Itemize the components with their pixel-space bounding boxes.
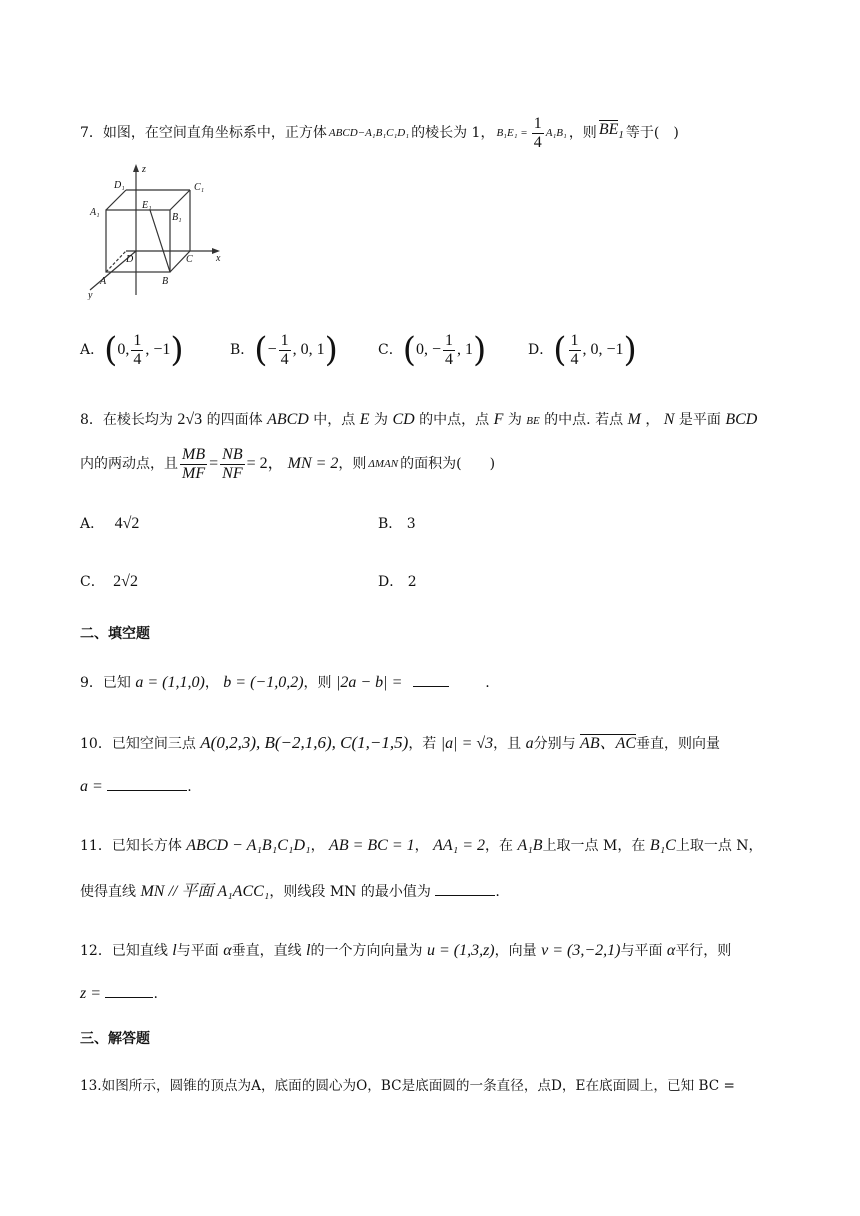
q10-points: A(0,2,3), B(−2,1,6), C(1,−1,5) (200, 733, 409, 752)
axis-x-label: x (216, 253, 221, 264)
q7-option-d-p2: , 0, −1 (582, 341, 624, 358)
q9-number: 9． (80, 675, 103, 691)
q7-option-a-p1: 0, (117, 341, 130, 358)
vertex-a1: A₁ (90, 207, 100, 218)
q8-text: ， (645, 412, 660, 428)
paren-left: ( (254, 330, 268, 370)
q8-be: BE (526, 415, 540, 427)
q7-option-b-p2: , 0, 1 (292, 341, 325, 358)
q11-mn-parallel: MN // 平面 A₁ACC₁ (140, 883, 270, 900)
q11-text: ， (414, 838, 429, 854)
vertex-d1: D₁ (114, 180, 125, 191)
q12-text: 垂直，直线 (231, 943, 302, 959)
q12-text: 与平面 (620, 943, 663, 959)
q8-text: 的中点，点 (419, 412, 490, 428)
frac-den: 4 (133, 350, 142, 368)
paren-right: ) (170, 330, 184, 370)
q8-text: 是平面 (678, 412, 721, 428)
q9-end: . (485, 675, 490, 691)
q7-vector-sub: 1 (618, 129, 624, 142)
paren-left: ( (402, 330, 416, 370)
frac-den: 4 (445, 350, 454, 368)
q7-option-a[interactable] (80, 330, 184, 370)
q12-alpha: α (223, 942, 232, 959)
q8-triangle: ΔMAN (368, 458, 399, 470)
frac-den: NF (222, 464, 243, 482)
equals-sign: = (209, 455, 219, 472)
q9-answer-blank[interactable] (413, 672, 449, 687)
frac-den: 4 (570, 350, 579, 368)
q10-text: 垂直，则向量 (636, 736, 721, 752)
q7-option-c-label: C． (378, 342, 403, 358)
q11-line-1 (80, 836, 763, 856)
q7-option-a-label: A． (80, 342, 105, 358)
q7-number: 7． (80, 125, 103, 141)
q9-expression: |2a − b| = (335, 674, 403, 691)
q7-b1e1: B₁E₁ = (496, 127, 528, 139)
vertex-b: B (162, 276, 169, 287)
section-solution-heading: 三、解答题 (80, 1031, 150, 1047)
q8-option-d[interactable] (378, 572, 417, 592)
q8-option-a[interactable] (80, 514, 139, 534)
option-label: A． (80, 516, 105, 532)
q7-option-d-frac (569, 332, 581, 369)
paren-left: ( (104, 330, 118, 370)
q8-frac-nb-nf (220, 446, 244, 483)
q11-box: ABCD − A₁B₁C₁D₁ (186, 837, 311, 854)
q7-text-c: ，则 (568, 125, 597, 141)
frac-num: 1 (445, 331, 454, 349)
q9-text: 已知 (102, 675, 131, 691)
q8-f: F (493, 411, 504, 428)
q12-vector-u: u = (1,3,z) (426, 942, 495, 959)
option-value: 4√2 (114, 515, 140, 532)
q7-option-c-p2: , 1 (457, 341, 474, 358)
q10-end: . (187, 779, 192, 795)
q11-eq2: AA₁ = 2 (433, 837, 485, 854)
q9-line (80, 672, 490, 693)
q8-text: ，则 (338, 456, 367, 472)
q11-text: 上取一点 N， (675, 838, 763, 854)
q7-option-d[interactable] (528, 330, 637, 370)
q10-text: ，若 (408, 736, 437, 752)
q11-text: ，则线段 MN 的最小值为 (269, 884, 431, 900)
q13-line: 13.如图所示，圆锥的顶点为A，底面的圆心为O，BC是底面圆的一条直径，点D，E在底面圆上，已知 BC = (80, 1078, 735, 1094)
q8-number: 8． (80, 412, 103, 428)
q11-a1b: A₁B (517, 837, 543, 854)
q7-vector-be: BE (598, 121, 619, 139)
q12-line-l: l (306, 942, 311, 959)
vertex-b1: B₁ (172, 212, 182, 223)
q8-text: 中，点 (313, 412, 356, 428)
q7-frac-num: 1 (533, 114, 542, 132)
q12-text: ，向量 (494, 943, 537, 959)
q10-text: ，且 (493, 736, 522, 752)
q8-n: N (663, 411, 675, 428)
q11-end: . (495, 884, 500, 900)
q7-option-c-p1: 0, − (415, 341, 442, 358)
q8-e: E (359, 411, 370, 428)
vertex-d: D (126, 254, 134, 265)
q9-text: ， (204, 675, 219, 691)
q8-bcd: BCD (725, 411, 758, 428)
option-label: C． (80, 574, 105, 590)
q8-line-2 (80, 444, 495, 484)
q8-text: 的面积为( ) (400, 456, 496, 472)
axis-y-label: y (88, 290, 93, 300)
section-fill-in-heading: 二、填空题 (80, 626, 150, 642)
q7-option-b-p1: − (267, 341, 277, 358)
q8-cd: CD (392, 411, 415, 428)
q7-option-b-label: B． (230, 342, 255, 358)
q11-text: ， (310, 838, 325, 854)
q12-text: 已知直线 (111, 943, 168, 959)
q11-text: 已知长方体 (111, 838, 182, 854)
q12-answer-label: z = (80, 985, 102, 1002)
q11-number: 11． (80, 838, 112, 854)
q10-line-2 (80, 776, 192, 797)
q7-option-a-p2: , −1 (145, 341, 171, 358)
paren-right: ) (623, 330, 637, 370)
option-label: B． (378, 516, 403, 532)
q7-line (80, 113, 679, 153)
q12-alpha: α (666, 942, 676, 959)
q12-line-2 (80, 983, 158, 1004)
q10-abs: |a| = √3 (440, 735, 494, 752)
paren-left: ( (553, 330, 567, 370)
q8-text: 的四面体 (206, 412, 263, 428)
option-label: D． (378, 574, 404, 590)
q10-vectors-ab-ac: AB、AC (580, 735, 637, 752)
q7-option-b[interactable] (230, 330, 338, 370)
q7-text-b: 的棱长为 1， (411, 125, 495, 141)
q7-fraction (532, 115, 544, 152)
q12-number: 12． (80, 943, 112, 959)
q8-text: 内的两动点，且 (80, 456, 178, 472)
q12-text: 与平面 (176, 943, 219, 959)
q12-vector-v: v = (3,−2,1) (541, 942, 621, 959)
q12-answer-blank[interactable] (105, 983, 153, 998)
frac-num: MB (182, 445, 206, 463)
frac-num: 1 (280, 331, 289, 349)
q8-text: 在棱长均为 (102, 412, 173, 428)
q9-vector-a: a = (1,1,0) (135, 674, 205, 691)
q8-abcd: ABCD (267, 411, 309, 428)
q8-text: 的中点. 若点 (544, 412, 624, 428)
q8-line-1 (80, 410, 757, 431)
q12-line-l: l (172, 942, 177, 959)
q10-number: 10． (80, 736, 112, 752)
q10-answer-blank[interactable] (107, 776, 187, 791)
frac-den: 4 (280, 350, 289, 368)
vertex-c1: C₁ (194, 182, 205, 193)
q7-text-d: 等于( ) (625, 125, 679, 141)
frac-num: NB (222, 445, 243, 463)
q7-option-d-label: D． (528, 342, 554, 358)
q9-vector-b: b = (−1,0,2) (223, 674, 304, 691)
q12-text: 的一个方向向量为 (310, 943, 423, 959)
q11-text: ，在 (485, 838, 513, 854)
vertex-c: C (186, 254, 193, 265)
q11-line-2 (80, 881, 500, 902)
q8-text: 为 (373, 412, 388, 428)
q10-answer-label: a = (80, 778, 103, 795)
q9-text: ，则 (303, 675, 332, 691)
q7-option-c-frac (443, 332, 455, 369)
frac-num: 1 (570, 331, 579, 349)
q7-vector (599, 120, 624, 145)
q7-text-a: 如图，在空间直角坐标系中，正方体 (102, 125, 327, 141)
option-value: 2√2 (113, 573, 138, 590)
vertex-a: A (100, 276, 107, 287)
axis-z-label: z (142, 164, 146, 175)
q12-line-1 (80, 941, 731, 961)
q8-option-c[interactable] (80, 572, 138, 592)
frac-den: MF (182, 464, 206, 482)
paren-right: ) (324, 330, 338, 370)
q7-cube: ABCD−A₁B₁C₁D₁ (328, 127, 410, 139)
option-value: 2 (407, 574, 417, 590)
vertex-e1: E₁ (142, 200, 152, 211)
q10-text: 分别与 (533, 736, 576, 752)
q11-eq1: AB = BC = 1 (329, 837, 415, 854)
q8-option-b[interactable] (378, 514, 416, 534)
q8-frac-mb-mf (180, 446, 207, 483)
q11-b1c: B₁C (649, 837, 676, 854)
q7-cube-figure (76, 160, 236, 300)
q11-text: 上取一点 M，在 (542, 838, 646, 854)
q8-text: 为 (507, 412, 522, 428)
q7-option-b-frac (279, 332, 291, 369)
q12-end: . (153, 986, 158, 1002)
q7-a1b1: A₁B₁ (545, 127, 567, 139)
q8-mn: MN = 2 (287, 455, 339, 472)
q10-line-1 (80, 733, 720, 754)
frac-num: 1 (133, 331, 142, 349)
q12-text: 平行，则 (675, 943, 732, 959)
q10-text: 已知空间三点 (111, 736, 196, 752)
q8-eq2: = 2， (246, 455, 284, 472)
q11-answer-blank[interactable] (435, 881, 495, 896)
q10-vector-a: a (525, 735, 534, 752)
q8-edge: 2√3 (177, 411, 203, 428)
paren-right: ) (473, 330, 487, 370)
option-value: 3 (406, 516, 416, 532)
q7-option-c[interactable] (378, 330, 486, 370)
q7-frac-den: 4 (533, 133, 542, 151)
q7-option-a-frac (131, 332, 143, 369)
q11-text: 使得直线 (80, 884, 136, 900)
q8-m: M (627, 411, 641, 428)
